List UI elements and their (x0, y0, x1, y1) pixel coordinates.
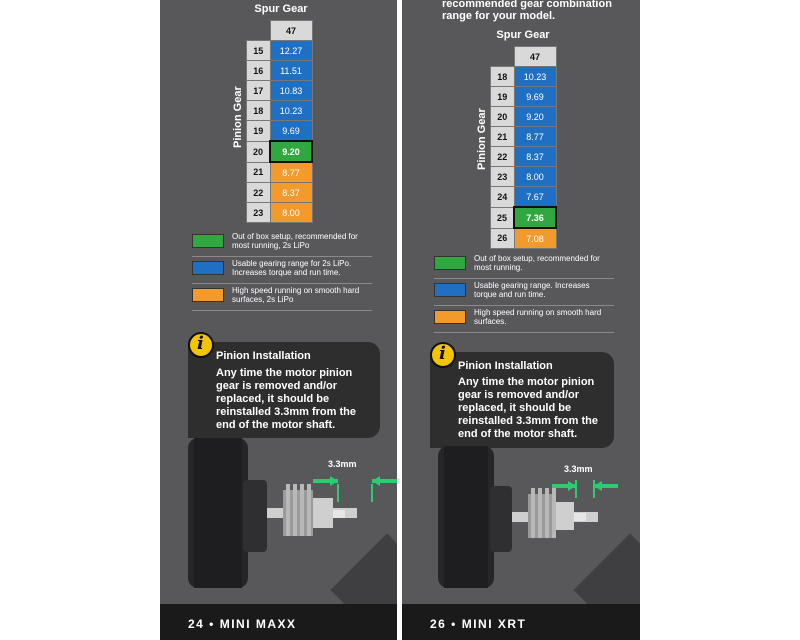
legend-text: Out of box setup, recommended for most running. (474, 254, 600, 272)
page-footer (160, 604, 397, 640)
ratio-cell: 11.51 (270, 61, 312, 81)
legend-swatch-green (192, 234, 224, 248)
legend-text: Usable gearing range for 2s LiPo. Increases torque and run time. (232, 259, 352, 277)
pinion-cell: 22 (247, 183, 271, 203)
legend-text: High speed running on smooth hard surfaces, 2s LiPo (232, 286, 360, 304)
pinion-cell: 22 (491, 147, 515, 167)
ratio-cell: 12.27 (270, 41, 312, 61)
info-icon: i (430, 342, 456, 368)
gear-table (246, 20, 313, 223)
table-row (491, 228, 557, 249)
table-row (491, 207, 557, 228)
legend-text: Usable gearing range. Increases torque and run time. (474, 281, 590, 299)
page-footer (402, 604, 640, 640)
pinion-cell: 20 (247, 141, 271, 162)
table-row (247, 81, 313, 101)
pinion-cell: 21 (491, 127, 515, 147)
table-row (491, 87, 557, 107)
legend-text: High speed running on smooth hard surfaces. (474, 308, 602, 326)
legend-swatch-orange (434, 310, 466, 324)
pinion-cell: 23 (491, 167, 515, 187)
legend (434, 252, 614, 333)
legend-item (434, 252, 614, 279)
legend-item (434, 279, 614, 306)
pinion-gear-title: Pinion Gear (476, 108, 488, 170)
spur-value: 47 (514, 47, 556, 67)
gear-table (490, 46, 557, 249)
callout-body: Any time the motor pinion gear is removed and/or replaced, it should be reinstalled 3.3mm from the end of the motor shaft. (458, 376, 598, 440)
intro-text: recommended gear combination range for your model. (442, 0, 612, 22)
legend-item (192, 284, 372, 311)
table-row (247, 203, 313, 223)
ratio-cell: 9.20 (270, 141, 312, 162)
table-row (491, 187, 557, 208)
ratio-cell: 8.00 (270, 203, 312, 223)
pinion-cell: 17 (247, 81, 271, 101)
ratio-cell: 8.37 (514, 147, 556, 167)
pinion-cell: 21 (247, 162, 271, 183)
pinion-cell: 24 (491, 187, 515, 208)
legend-swatch-green (434, 256, 466, 270)
table-row (247, 101, 313, 121)
table-row (491, 147, 557, 167)
pinion-gear-title: Pinion Gear (232, 86, 244, 148)
pinion-cell: 18 (491, 67, 515, 87)
table-corner (247, 21, 271, 41)
ratio-cell: 10.23 (270, 101, 312, 121)
pinion-cell: 18 (247, 101, 271, 121)
ratio-cell: 7.36 (514, 207, 556, 228)
ratio-cell: 8.77 (270, 162, 312, 183)
table-header-row (247, 21, 313, 41)
measure-label: 3.3mm (328, 459, 357, 469)
legend-item (192, 257, 372, 284)
table-row (491, 127, 557, 147)
table-row (491, 167, 557, 187)
pinion-cell: 20 (491, 107, 515, 127)
ratio-cell: 9.20 (514, 107, 556, 127)
callout-body: Any time the motor pinion gear is removed and/or replaced, it should be reinstalled 3.3mm from the end of the motor shaft. (216, 367, 356, 431)
pinion-cell: 25 (491, 207, 515, 228)
footer-text: 24 • MINI MAXX (188, 617, 297, 631)
spur-gear-title: Spur Gear (496, 29, 550, 41)
ratio-cell: 9.69 (514, 87, 556, 107)
table-row (247, 183, 313, 203)
ratio-cell: 7.67 (514, 187, 556, 208)
page-left (160, 0, 397, 640)
table-corner (491, 47, 515, 67)
ratio-cell: 8.37 (270, 183, 312, 203)
ratio-cell: 8.77 (514, 127, 556, 147)
ratio-cell: 7.08 (514, 228, 556, 249)
legend (192, 230, 372, 311)
page-right (402, 0, 640, 640)
table-row (491, 67, 557, 87)
pinion-cell: 19 (247, 121, 271, 142)
legend-item (192, 230, 372, 257)
pinion-cell: 23 (247, 203, 271, 223)
spur-gear-title: Spur Gear (254, 3, 308, 15)
ratio-cell: 10.83 (270, 81, 312, 101)
callout-title: Pinion Installation (216, 350, 311, 362)
table-header-row (491, 47, 557, 67)
legend-swatch-orange (192, 288, 224, 302)
legend-swatch-blue (434, 283, 466, 297)
ratio-cell: 9.69 (270, 121, 312, 142)
footer-text: 26 • MINI XRT (430, 617, 527, 631)
pinion-cell: 16 (247, 61, 271, 81)
ratio-cell: 8.00 (514, 167, 556, 187)
pinion-cell: 15 (247, 41, 271, 61)
legend-item (434, 306, 614, 333)
table-row (247, 61, 313, 81)
measure-label: 3.3mm (564, 464, 593, 474)
table-row (247, 162, 313, 183)
pinion-cell: 19 (491, 87, 515, 107)
ratio-cell: 10.23 (514, 67, 556, 87)
spur-value: 47 (270, 21, 312, 41)
table-row (247, 41, 313, 61)
pinion-cell: 26 (491, 228, 515, 249)
table-row (491, 107, 557, 127)
callout-title: Pinion Installation (458, 360, 553, 372)
legend-swatch-blue (192, 261, 224, 275)
table-row (247, 141, 313, 162)
legend-text: Out of box setup, recommended for most running, 2s LiPo (232, 232, 358, 250)
info-icon: i (188, 332, 214, 358)
table-row (247, 121, 313, 142)
